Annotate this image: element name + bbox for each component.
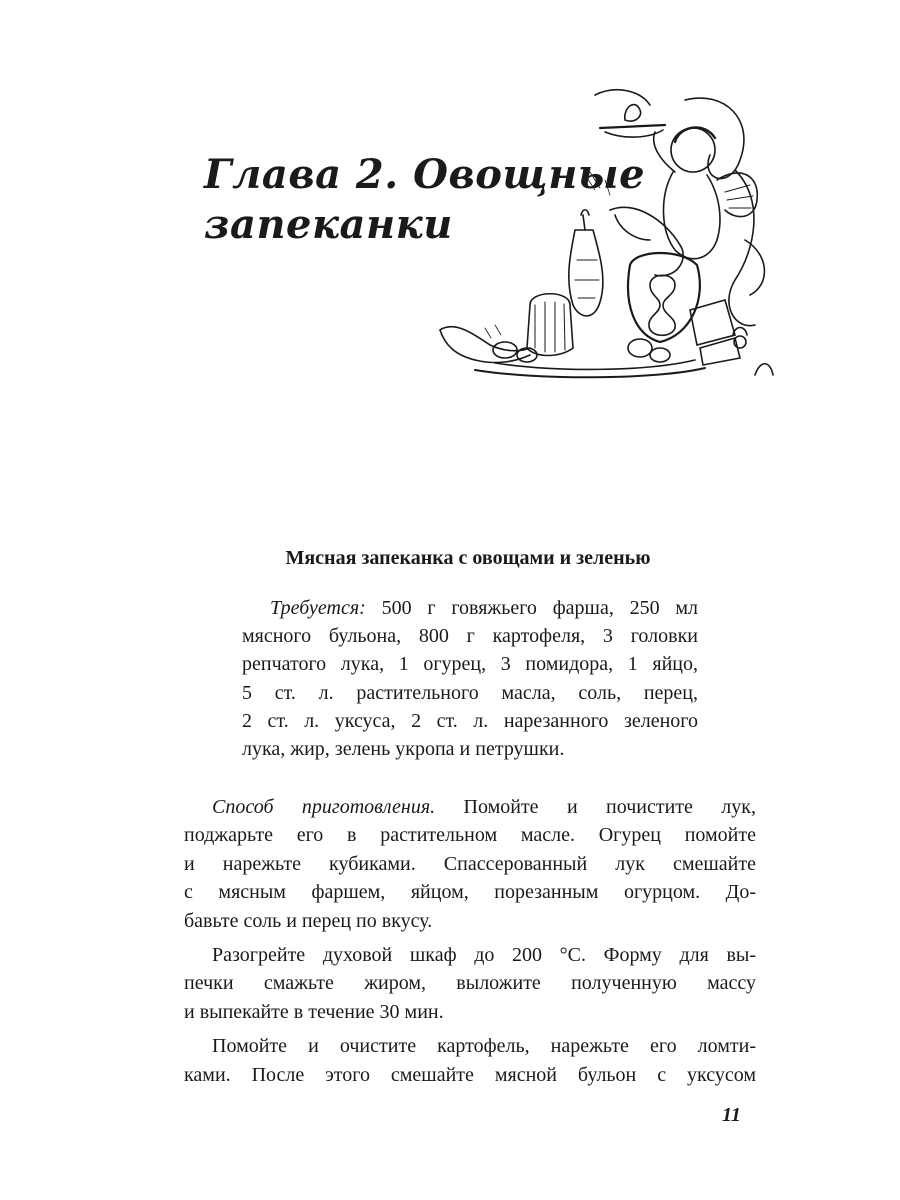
method-label: Способ приготовления. <box>212 796 436 818</box>
ingredients-label: Требуется: <box>270 597 366 619</box>
method-line: бавьте соль и перец по вкусу. <box>184 909 433 932</box>
ingredients-line: репчатого лука, 1 огурец, 3 помидора, 1 яйцо, <box>242 653 698 676</box>
ingredients-block <box>242 594 698 763</box>
method-line: печки смажьте жиром, выложите полученную массу <box>184 972 756 995</box>
ingredients-line: мясного бульона, 800 г картофеля, 3 головки <box>242 625 698 648</box>
method-paragraph <box>184 941 756 1026</box>
ingredients-line: 2 ст. л. уксуса, 2 ст. л. нарезанного зеленого <box>242 709 698 732</box>
ingredients-line: 5 ст. л. растительного масла, соль, перец, <box>242 681 698 704</box>
method-line: ками. После этого смешайте мясной бульон с уксусом <box>184 1063 756 1086</box>
method-line: и нарежьте кубиками. Спассерованный лук смешайте <box>184 852 756 875</box>
method-line: с мясным фаршем, яйцом, порезанным огурцом. До- <box>184 881 756 904</box>
method-line: Помойте и очистите картофель, нарежьте его ломти- <box>212 1035 756 1058</box>
method-line: поджарьте его в растительном масле. Огурец помойте <box>184 824 756 847</box>
method-paragraph <box>184 1032 756 1089</box>
recipe-title: Мясная запеканка с овощами и зеленью <box>285 547 651 569</box>
page-number: 11 <box>722 1104 741 1126</box>
method-block <box>184 793 756 1095</box>
method-paragraph <box>184 793 756 935</box>
chapter-title-line-2: запеканки <box>204 201 453 248</box>
method-line: Разогрейте духовой шкаф до 200 °С. Форму для вы- <box>212 944 756 967</box>
method-line: Способ приготовления. Помойте и почистите лук, <box>212 796 756 818</box>
chapter-title-line-1: Глава 2. Овощные <box>204 151 646 198</box>
cherub-illustration <box>435 80 775 390</box>
ingredients-line: Требуется: 500 г говяжьего фарша, 250 мл <box>270 597 698 619</box>
method-line: и выпекайте в течение 30 мин. <box>184 1000 444 1023</box>
ingredients-line: лука, жир, зелень укропа и петрушки. <box>242 738 565 761</box>
